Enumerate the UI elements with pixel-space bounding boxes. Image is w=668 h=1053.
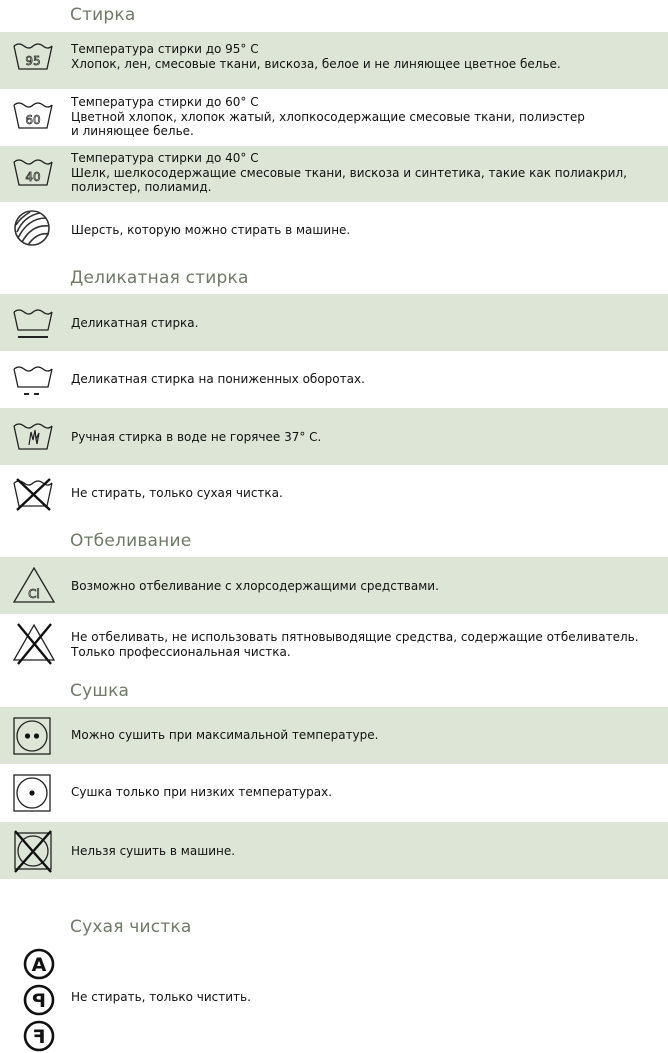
washtub-two-bars-icon [12, 363, 54, 399]
section-heading-drying: Сушка [70, 681, 130, 701]
list-item [0, 707, 668, 764]
list-item [0, 408, 668, 465]
section-heading-bleaching: Отбеливание [70, 531, 192, 551]
svg-text:Cl: Cl [28, 587, 40, 601]
list-item [0, 89, 668, 146]
svg-text:F: F [32, 1026, 46, 1048]
list-item [0, 822, 668, 879]
item-description: и линяющее белье. [71, 124, 194, 138]
tumble-dry-low-icon [12, 773, 52, 813]
item-title: Температура стирки до 60° С [71, 95, 259, 109]
list-item [0, 32, 668, 89]
svg-text:60: 60 [25, 113, 41, 127]
svg-text:40: 40 [25, 170, 41, 184]
item-description: Цветной хлопок, хлопок жатый, хлопкосодержащие смесовые ткани, полиэстер [71, 109, 585, 124]
wool-icon [12, 208, 52, 248]
svg-text:95: 95 [25, 54, 41, 68]
list-item [0, 614, 668, 671]
list-item [0, 465, 668, 522]
item-description: Шелк, шелкосодержащие смесовые ткани, вискоза и синтетика, такие как полиакрил, [71, 165, 627, 180]
do-not-tumble-dry-icon [12, 829, 54, 873]
section-heading-washing: Стирка [70, 5, 136, 25]
item-description: полиэстер, полиамид. [71, 180, 212, 194]
item-text: Ручная стирка в воде не горячее 37° С. [71, 430, 322, 444]
item-text: Деликатная стирка на пониженных оборотах. [71, 372, 365, 386]
item-text: Нельзя сушить в машине. [71, 844, 236, 858]
svg-text:P: P [32, 990, 46, 1012]
list-item [0, 944, 668, 1052]
item-text: Деликатная стирка. [71, 316, 199, 330]
section-heading-delicate: Деликатная стирка [70, 268, 249, 288]
list-item [0, 351, 668, 408]
washtub-95-icon [12, 40, 54, 72]
list-item [0, 294, 668, 351]
section-heading-dry-cleaning: Сухая чистка [70, 917, 192, 937]
tumble-dry-high-icon [12, 716, 52, 756]
do-not-wash-icon [12, 477, 54, 511]
washtub-40-icon [12, 156, 54, 188]
do-not-bleach-icon [12, 620, 56, 666]
item-text: Можно сушить при максимальной температуре. [71, 728, 379, 742]
item-text: Не стирать, только чистить. [71, 990, 251, 1004]
item-text: Только профессиональная чистка. [71, 644, 291, 659]
list-item [0, 557, 668, 614]
item-text: Сушка только при низких температурах. [71, 785, 333, 799]
item-title: Температура стирки до 40° С [71, 151, 259, 165]
washtub-one-bar-icon [12, 306, 54, 340]
list-item [0, 146, 668, 202]
item-title: Температура стирки до 95° С [71, 42, 259, 56]
bleach-cl-icon [12, 566, 56, 604]
list-item [0, 202, 668, 258]
item-description: Хлопок, лен, смесовые ткани, вискоза, белое и не линяющее цветное белье. [71, 56, 561, 71]
list-item [0, 764, 668, 822]
hand-wash-icon [12, 420, 54, 452]
item-text: Не отбеливать, не использовать пятновыводящие средства, содержащие отбеливатель. [71, 630, 639, 644]
item-text: Возможно отбеливание с хлорсодержащими средствами. [71, 579, 439, 593]
svg-text:A: A [31, 954, 47, 976]
item-text: Не стирать, только сухая чистка. [71, 486, 283, 500]
dry-clean-symbols-icon [22, 947, 56, 1053]
item-text: Шерсть, которую можно стирать в машине. [71, 223, 351, 237]
washtub-60-icon [12, 99, 54, 131]
